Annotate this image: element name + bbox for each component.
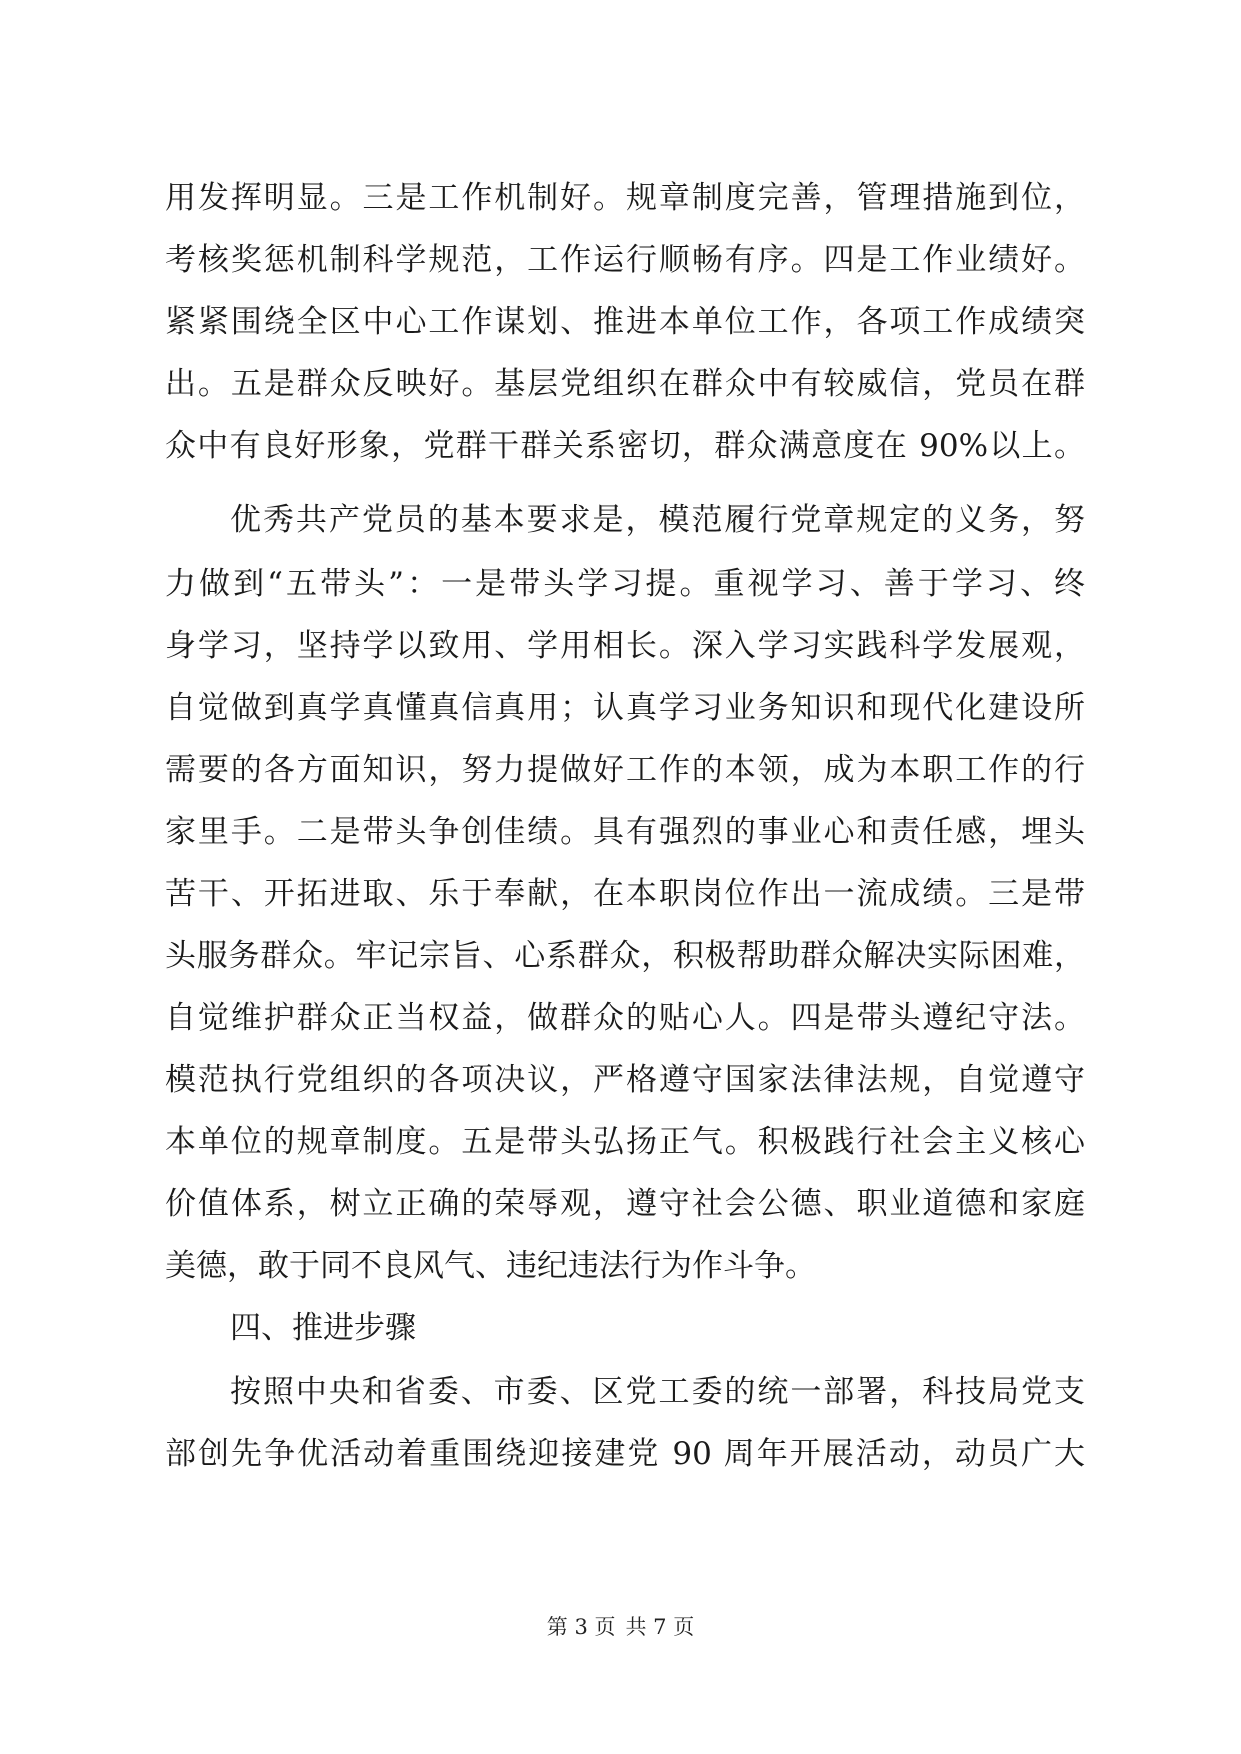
page-total: 共 7 页 [625,1615,695,1639]
body-line: 价值体系，树立正确的荣辱观，遵守社会公德、职业道德和家庭 [165,1186,1085,1222]
body-line: 众中有良好形象，党群干群关系密切，群众满意度在 90%以上。 [165,428,1085,464]
body-line: 本单位的规章制度。五是带头弘扬正气。积极践行社会主义核心 [165,1124,1085,1160]
body-line: 出。五是群众反映好。基层党组织在群众中有较威信，党员在群 [165,366,1085,402]
paragraph-first-line: 按照中央和省委、市委、区党工委的统一部署，科技局党支 [230,1374,1085,1410]
body-line: 需要的各方面知识，努力提做好工作的本领，成为本职工作的行 [165,752,1085,788]
paragraph-first-line: 优秀共产党员的基本要求是，模范履行党章规定的义务，努 [230,502,1085,538]
body-line: 用发挥明显。三是工作机制好。规章制度完善，管理措施到位， [165,180,1085,216]
body-line: 力做到“五带头”：一是带头学习提。重视学习、善于学习、终 [165,566,1085,602]
body-line: 美德，敢于同不良风气、违纪违法行为作斗争。 [165,1248,816,1284]
body-line: 家里手。二是带头争创佳绩。具有强烈的事业心和责任感，埋头 [165,814,1085,850]
body-line: 苦干、开拓进取、乐于奉献，在本职岗位作出一流成绩。三是带 [165,876,1085,912]
body-line: 自觉维护群众正当权益，做群众的贴心人。四是带头遵纪守法。 [165,1000,1085,1036]
page-footer [0,1612,1241,1642]
body-line: 部创先争优活动着重围绕迎接建党 90 周年开展活动，动员广大 [165,1436,1085,1472]
page-number: 第 3 页 [546,1615,616,1639]
body-line: 模范执行党组织的各项决议，严格遵守国家法律法规，自觉遵守 [165,1062,1085,1098]
body-line: 紧紧围绕全区中心工作谋划、推进本单位工作，各项工作成绩突 [165,304,1085,340]
body-line: 自觉做到真学真懂真信真用；认真学习业务知识和现代化建设所 [165,690,1085,726]
section-heading: 四、推进步骤 [230,1310,416,1346]
body-line: 考核奖惩机制科学规范，工作运行顺畅有序。四是工作业绩好。 [165,242,1085,278]
body-line: 头服务群众。牢记宗旨、心系群众，积极帮助群众解决实际困难， [165,938,1085,974]
body-line: 身学习，坚持学以致用、学用相长。深入学习实践科学发展观， [165,628,1085,664]
